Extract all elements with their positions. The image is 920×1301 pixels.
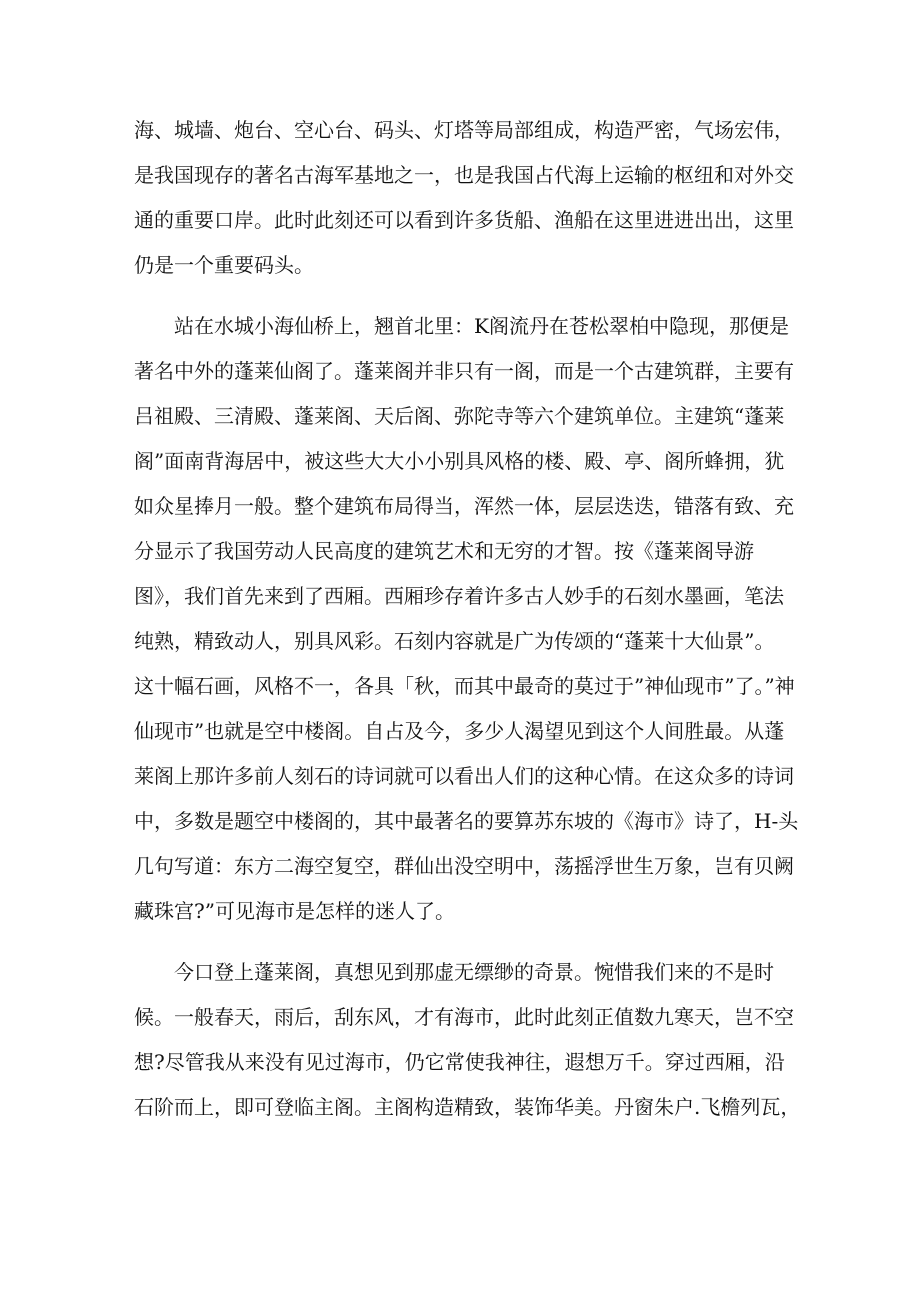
text-line: 几句写道：东方二海空复空，群仙出没空明中，荡摇浮世生万象，岂有贝阙 <box>134 854 794 878</box>
paragraph-gap <box>134 288 794 304</box>
text-line: 站在水城小海仙桥上，翘首北里：K阁流丹在苍松翠柏中隐现，那便是 <box>174 314 789 338</box>
paragraph-gap <box>134 934 794 950</box>
text-line: 海、城墙、炮台、空心台、码头、灯塔等局部组成，构造严密，气场宏伟， <box>134 118 794 142</box>
text-line: 石阶而上，即可登临主阁。主阁构造精致，装饰华美。丹窗朱户.飞檐列瓦， <box>134 1095 801 1119</box>
text-line: 莱阁上那许多前人刻石的诗词就可以看出人们的这种心情。在这众多的诗词 <box>134 764 794 788</box>
text-line: 阁”面南背海居中，被这些大大小小别具风格的楼、殿、亭、阁所蜂拥，犹 <box>134 449 785 473</box>
paragraph-1 <box>134 108 794 288</box>
text-line: 通的重要口岸。此时此刻还可以看到许多货船、渔船在这里进进出出，这里 <box>134 208 794 232</box>
text-line: 候。一般春天，雨后，刮东风，才有海市，此时此刻正值数九寒天，岂不空 <box>134 1005 794 1029</box>
text-line: 分显示了我国劳动人民高度的建筑艺术和无穷的才智。按《蓬莱阁导游 <box>134 539 754 563</box>
text-line: 图》，我们首先来到了西厢。西厢珍存着许多古人妙手的石刻水墨画，笔法 <box>134 584 784 608</box>
body-text <box>134 108 801 1130</box>
text-line: 仍是一个重要码头。 <box>134 253 314 277</box>
text-line: 中，多数是题空中楼阁的，其中最著名的要算苏东坡的《海市》诗了，H-头 <box>134 809 799 833</box>
text-line: 吕祖殿、三清殿、蓬莱阁、天后阁、弥陀寺等六个建筑单位。主建筑“蓬莱 <box>134 404 785 428</box>
text-line: 仙现市”也就是空中楼阁。自占及今，多少人渴望见到这个人间胜最。从蓬 <box>134 719 785 743</box>
text-line: 纯熟，精致动人，别具风彩。石刻内容就是广为传颂的“蓬莱十大仙景”。 <box>134 629 775 653</box>
text-line: 是我国现存的著名古海军基地之一，也是我国占代海上运输的枢纽和对外交 <box>134 163 794 187</box>
paragraph-3 <box>134 950 801 1130</box>
text-line: 如众星捧月一般。整个建筑布局得当，浑然一体，层层迭迭，错落有致、充 <box>134 494 794 518</box>
text-line: 想?尽管我从来没有见过海市，仍它常使我神往，遐想万千。穿过西厢，沿 <box>134 1050 785 1074</box>
text-line: 著名中外的蓬莱仙阁了。蓬莱阁并非只有一阁，而是一个古建筑群，主要有 <box>134 359 794 383</box>
text-line: 这十幅石画，风格不一，各具「秋，而其中最奇的莫过于”神仙现市”了。”神 <box>134 674 795 698</box>
text-line: 藏珠宫?”可见海市是怎样的迷人了。 <box>134 899 455 923</box>
paragraph-2 <box>134 304 799 934</box>
text-line: 今口登上蓬莱阁，真想见到那虚无缥缈的奇景。惋惜我们来的不是时 <box>174 960 774 984</box>
